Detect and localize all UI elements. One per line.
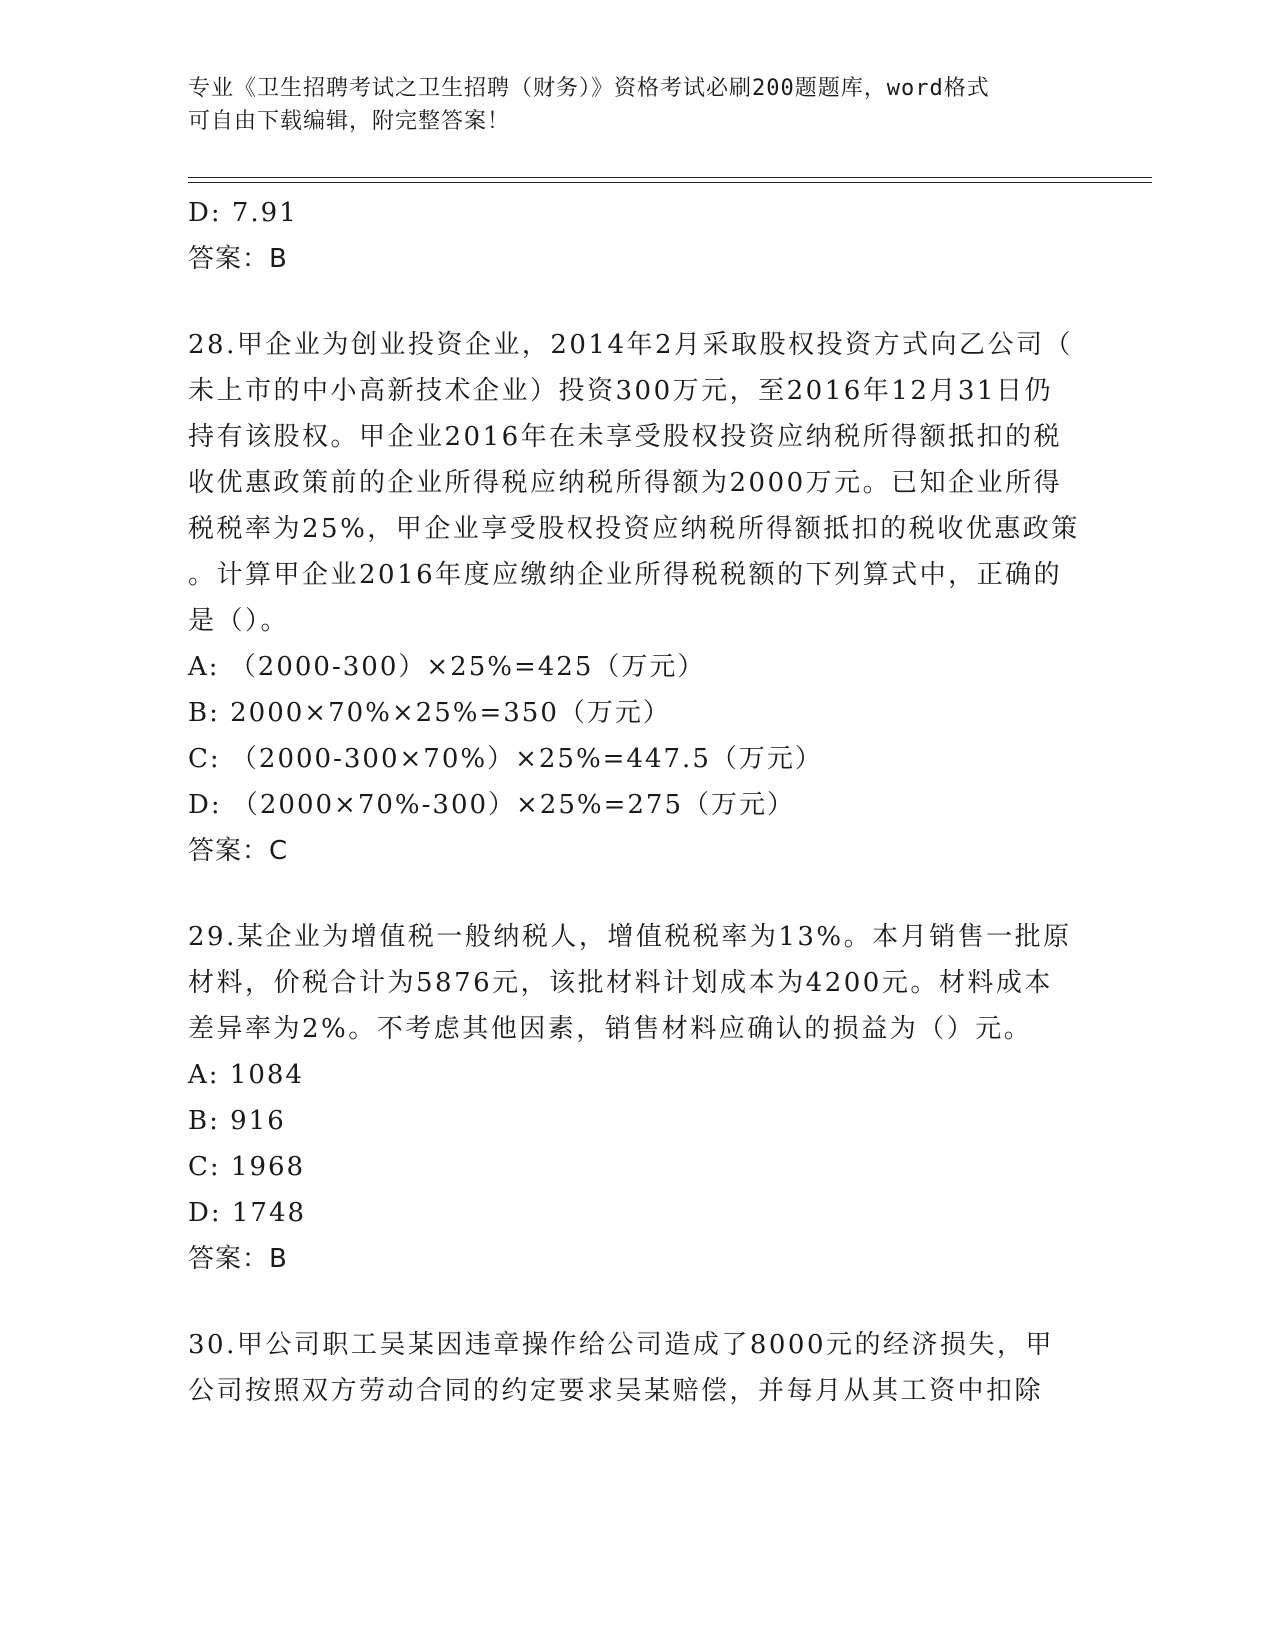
option-b: B: 916 (188, 1106, 286, 1136)
header-divider-top (188, 177, 1152, 178)
spacer (188, 874, 1088, 914)
option-d: D: （2000×70%-300）×25%=275（万元） (188, 790, 796, 820)
header-line-2: 可自由下载编辑，附完整答案！ (188, 109, 511, 134)
option-c: C: 1968 (188, 1152, 306, 1182)
option-b: B: 2000×70%×25%=350（万元） (188, 698, 671, 728)
question-29 (188, 914, 1088, 1052)
question-text-line: 未上市的中小高新技术企业）投资300万元，至2016年12月31日仍 (188, 376, 1053, 406)
question-text-line: 是（）。 (188, 606, 290, 636)
question-text-line: 税税率为25%，甲企业享受股权投资应纳税所得额抵扣的税收优惠政策 (188, 514, 1080, 544)
option-c: C: （2000-300×70%）×25%=447.5（万元） (188, 744, 823, 774)
question-28 (188, 322, 1088, 644)
header-divider-bottom (188, 182, 1152, 183)
answer-line: 答案：B (188, 244, 288, 274)
question-text-line: 28.甲企业为创业投资企业，2014年2月采取股权投资方式向乙公司（ (188, 330, 1074, 360)
question-text-line: 。计算甲企业2016年度应缴纳企业所得税税额的下列算式中，正确的 (188, 560, 1063, 590)
question-30 (188, 1322, 1088, 1414)
question-text-line: 30.甲公司职工吴某因违章操作给公司造成了8000元的经济损失，甲 (188, 1330, 1055, 1360)
question-text-line: 公司按照双方劳动合同的约定要求吴某赔偿，并每月从其工资中扣除 (188, 1376, 1044, 1406)
spacer (188, 1282, 1088, 1322)
option-a: A: （2000-300）×25%=425（万元） (188, 652, 706, 682)
option-d: D: 1748 (188, 1198, 307, 1228)
header-line-1: 专业《卫生招聘考试之卫生招聘（财务）》资格考试必刷200题题库，word格式 (188, 76, 990, 101)
question-text-line: 收优惠政策前的企业所得税应纳税所得额为2000万元。已知企业所得 (188, 468, 1063, 498)
question-text-line: 差异率为2%。不考虑其他因素，销售材料应确认的损益为（）元。 (188, 1014, 1033, 1044)
option-a: A: 1084 (188, 1060, 304, 1090)
option-d: D: 7.91 (188, 198, 298, 228)
document-body (188, 190, 1088, 1414)
question-text-line: 29.某企业为增值税一般纳税人，增值税税率为13%。本月销售一批原 (188, 922, 1072, 952)
question-text-line: 持有该股权。甲企业2016年在未享受股权投资应纳税所得额抵扣的税 (188, 422, 1063, 452)
answer-line: 答案：C (188, 836, 289, 866)
document-header (188, 72, 1068, 138)
answer-line: 答案：B (188, 1244, 288, 1274)
spacer (188, 282, 1088, 322)
question-text-line: 材料，价税合计为5876元，该批材料计划成本为4200元。材料成本 (188, 968, 1053, 998)
